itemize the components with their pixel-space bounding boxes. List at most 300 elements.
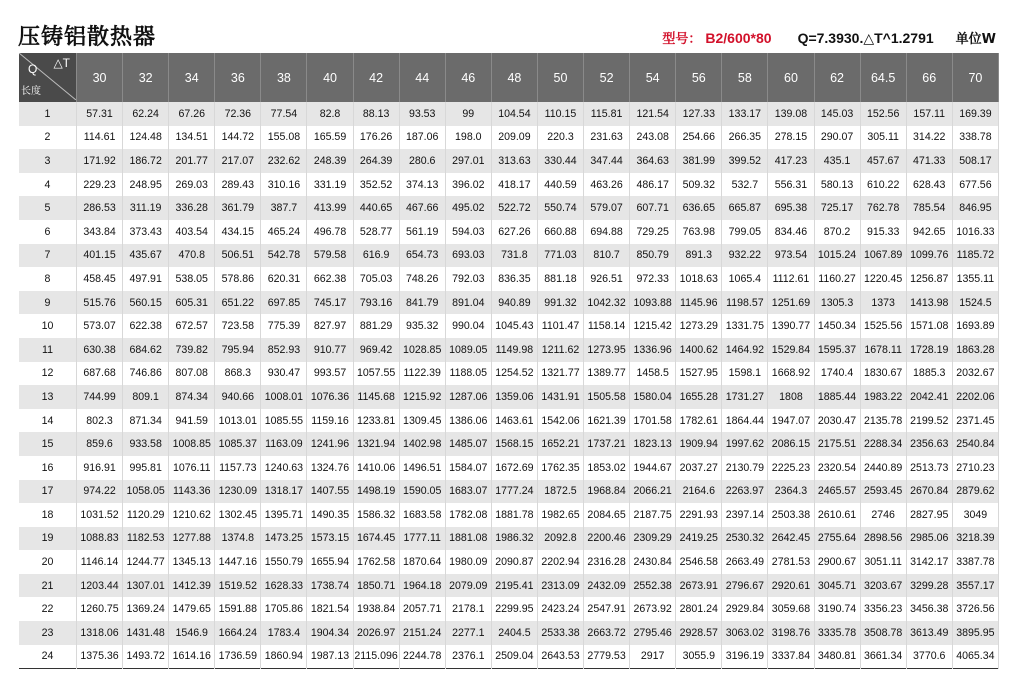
row-length-label: 1 xyxy=(19,102,77,126)
table-cell: 2135.78 xyxy=(860,409,906,433)
table-cell: 1738.74 xyxy=(307,574,353,598)
table-cell: 1885.44 xyxy=(814,385,860,409)
table-cell: 374.13 xyxy=(399,173,445,197)
table-cell: 697.85 xyxy=(261,291,307,315)
table-cell: 2610.61 xyxy=(814,503,860,527)
table-cell: 654.73 xyxy=(399,244,445,268)
table-cell: 286.53 xyxy=(77,196,123,220)
table-body xyxy=(19,102,999,669)
table-cell: 1614.16 xyxy=(169,645,215,669)
table-cell: 229.23 xyxy=(77,173,123,197)
table-cell: 1101.47 xyxy=(537,314,583,338)
table-cell: 1493.72 xyxy=(123,645,169,669)
table-cell: 2663.49 xyxy=(722,550,768,574)
table-cell: 1400.62 xyxy=(676,338,722,362)
table-cell: 1251.69 xyxy=(768,291,814,315)
table-cell: 1374.8 xyxy=(215,527,261,551)
column-header: 50 xyxy=(537,53,583,102)
table-cell: 134.51 xyxy=(169,126,215,150)
table-row xyxy=(19,503,999,527)
table-cell: 231.63 xyxy=(584,126,630,150)
table-cell: 1345.13 xyxy=(169,550,215,574)
table-cell: 610.22 xyxy=(860,173,906,197)
table-cell: 1524.5 xyxy=(952,291,998,315)
table-cell: 1980.09 xyxy=(445,550,491,574)
table-cell: 1580.04 xyxy=(630,385,676,409)
table-cell: 1473.25 xyxy=(261,527,307,551)
table-cell: 1355.11 xyxy=(952,267,998,291)
table-cell: 1870.64 xyxy=(399,550,445,574)
table-row xyxy=(19,291,999,315)
table-cell: 1088.83 xyxy=(77,527,123,551)
table-cell: 1240.63 xyxy=(261,456,307,480)
table-cell: 198.0 xyxy=(445,126,491,150)
table-cell: 3190.74 xyxy=(814,597,860,621)
table-cell: 834.46 xyxy=(768,220,814,244)
table-cell: 1336.96 xyxy=(630,338,676,362)
table-cell: 578.86 xyxy=(215,267,261,291)
table-cell: 827.97 xyxy=(307,314,353,338)
table-cell: 2432.09 xyxy=(584,574,630,598)
table-cell: 807.08 xyxy=(169,362,215,386)
table-cell: 508.17 xyxy=(952,149,998,173)
table-cell: 471.33 xyxy=(906,149,952,173)
table-cell: 176.26 xyxy=(353,126,399,150)
table-cell: 1987.13 xyxy=(307,645,353,669)
table-cell: 868.3 xyxy=(215,362,261,386)
table-cell: 1318.06 xyxy=(77,621,123,645)
table-cell: 942.65 xyxy=(906,220,952,244)
table-cell: 1672.69 xyxy=(491,456,537,480)
table-cell: 1065.4 xyxy=(722,267,768,291)
model-label: 型号： xyxy=(662,32,702,47)
row-length-label: 17 xyxy=(19,480,77,504)
table-cell: 1016.33 xyxy=(952,220,998,244)
table-cell: 1777.24 xyxy=(491,480,537,504)
table-cell: 1145.96 xyxy=(676,291,722,315)
table-cell: 1584.07 xyxy=(445,456,491,480)
table-row xyxy=(19,385,999,409)
table-cell: 1655.94 xyxy=(307,550,353,574)
table-row xyxy=(19,220,999,244)
column-header: 30 xyxy=(77,53,123,102)
table-cell: 3049 xyxy=(952,503,998,527)
table-cell: 1203.44 xyxy=(77,574,123,598)
table-cell: 336.28 xyxy=(169,196,215,220)
table-cell: 1628.33 xyxy=(261,574,307,598)
row-length-label: 20 xyxy=(19,550,77,574)
table-cell: 381.99 xyxy=(676,149,722,173)
table-cell: 1149.98 xyxy=(491,338,537,362)
table-cell: 775.39 xyxy=(261,314,307,338)
table-cell: 1182.53 xyxy=(123,527,169,551)
column-header: 32 xyxy=(123,53,169,102)
table-cell: 874.34 xyxy=(169,385,215,409)
table-cell: 2985.06 xyxy=(906,527,952,551)
table-cell: 1067.89 xyxy=(860,244,906,268)
table-cell: 1737.21 xyxy=(584,432,630,456)
table-row xyxy=(19,196,999,220)
spec-line xyxy=(662,28,996,47)
table-cell: 1359.06 xyxy=(491,385,537,409)
table-cell: 841.79 xyxy=(399,291,445,315)
table-cell: 870.2 xyxy=(814,220,860,244)
table-cell: 440.59 xyxy=(537,173,583,197)
table-cell: 1185.72 xyxy=(952,244,998,268)
table-cell: 1731.27 xyxy=(722,385,768,409)
table-cell: 169.39 xyxy=(952,102,998,126)
row-length-label: 16 xyxy=(19,456,77,480)
table-cell: 607.71 xyxy=(630,196,676,220)
table-cell: 310.16 xyxy=(261,173,307,197)
table-cell: 1674.45 xyxy=(353,527,399,551)
table-cell: 3356.23 xyxy=(860,597,906,621)
table-cell: 264.39 xyxy=(353,149,399,173)
column-header: 38 xyxy=(261,53,307,102)
table-cell: 1160.27 xyxy=(814,267,860,291)
table-cell: 3055.9 xyxy=(676,645,722,669)
table-cell: 1598.1 xyxy=(722,362,768,386)
table-cell: 497.91 xyxy=(123,267,169,291)
table-cell: 871.34 xyxy=(123,409,169,433)
table-cell: 1220.45 xyxy=(860,267,906,291)
table-cell: 2540.84 xyxy=(952,432,998,456)
table-cell: 3045.71 xyxy=(814,574,860,598)
table-cell: 2920.61 xyxy=(768,574,814,598)
table-cell: 364.63 xyxy=(630,149,676,173)
table-cell: 693.03 xyxy=(445,244,491,268)
table-cell: 1736.59 xyxy=(215,645,261,669)
table-cell: 941.59 xyxy=(169,409,215,433)
table-cell: 2079.09 xyxy=(445,574,491,598)
table-cell: 1527.95 xyxy=(676,362,722,386)
table-row xyxy=(19,126,999,150)
table-cell: 2313.09 xyxy=(537,574,583,598)
table-cell: 361.79 xyxy=(215,196,261,220)
table-cell: 1860.94 xyxy=(261,645,307,669)
row-length-label: 11 xyxy=(19,338,77,362)
table-cell: 802.3 xyxy=(77,409,123,433)
table-cell: 1375.36 xyxy=(77,645,123,669)
table-cell: 2710.23 xyxy=(952,456,998,480)
table-cell: 1573.15 xyxy=(307,527,353,551)
table-cell: 3198.76 xyxy=(768,621,814,645)
table-cell: 93.53 xyxy=(399,102,445,126)
table-cell: 248.95 xyxy=(123,173,169,197)
table-cell: 1881.78 xyxy=(491,503,537,527)
table-cell: 1938.84 xyxy=(353,597,399,621)
table-cell: 3387.78 xyxy=(952,550,998,574)
header-row xyxy=(19,53,999,102)
table-cell: 684.62 xyxy=(123,338,169,362)
table-cell: 1302.45 xyxy=(215,503,261,527)
table-cell: 1519.52 xyxy=(215,574,261,598)
table-cell: 2779.53 xyxy=(584,645,630,669)
table-cell: 1013.01 xyxy=(215,409,261,433)
table-cell: 1402.98 xyxy=(399,432,445,456)
model-value: B2/600*80 xyxy=(705,30,772,46)
table-cell: 573.07 xyxy=(77,314,123,338)
table-cell: 2187.75 xyxy=(630,503,676,527)
table-cell: 1591.88 xyxy=(215,597,261,621)
table-cell: 2225.23 xyxy=(768,456,814,480)
table-cell: 1287.06 xyxy=(445,385,491,409)
table-cell: 2593.45 xyxy=(860,480,906,504)
table-cell: 2057.71 xyxy=(399,597,445,621)
table-cell: 387.7 xyxy=(261,196,307,220)
table-cell: 1496.51 xyxy=(399,456,445,480)
table-cell: 434.15 xyxy=(215,220,261,244)
table-cell: 1157.73 xyxy=(215,456,261,480)
table-cell: 695.38 xyxy=(768,196,814,220)
table-cell: 1498.19 xyxy=(353,480,399,504)
table-cell: 1983.22 xyxy=(860,385,906,409)
table-cell: 2673.91 xyxy=(676,574,722,598)
column-header: 44 xyxy=(399,53,445,102)
table-cell: 995.81 xyxy=(123,456,169,480)
table-cell: 2244.78 xyxy=(399,645,445,669)
table-cell: 1705.86 xyxy=(261,597,307,621)
table-cell: 2552.38 xyxy=(630,574,676,598)
table-cell: 1479.65 xyxy=(169,597,215,621)
page-title: 压铸铝散热器 xyxy=(18,25,157,50)
table-cell: 2086.15 xyxy=(768,432,814,456)
table-cell: 785.54 xyxy=(906,196,952,220)
table-cell: 269.03 xyxy=(169,173,215,197)
table-cell: 1571.08 xyxy=(906,314,952,338)
table-cell: 1664.24 xyxy=(215,621,261,645)
unit-label: 单位W xyxy=(955,32,996,47)
table-cell: 2827.95 xyxy=(906,503,952,527)
corner-q-label: Q xyxy=(28,62,38,76)
table-cell: 1968.84 xyxy=(584,480,630,504)
table-cell: 144.72 xyxy=(215,126,261,150)
table-cell: 1863.28 xyxy=(952,338,998,362)
table-cell: 3508.78 xyxy=(860,621,906,645)
table-cell: 1273.95 xyxy=(584,338,630,362)
column-header: 58 xyxy=(722,53,768,102)
table-cell: 1256.87 xyxy=(906,267,952,291)
table-cell: 2090.87 xyxy=(491,550,537,574)
table-cell: 1683.58 xyxy=(399,503,445,527)
table-cell: 1018.63 xyxy=(676,267,722,291)
table-cell: 630.38 xyxy=(77,338,123,362)
table-cell: 3142.17 xyxy=(906,550,952,574)
table-cell: 1373 xyxy=(860,291,906,315)
column-header: 70 xyxy=(952,53,998,102)
table-cell: 2419.25 xyxy=(676,527,722,551)
table-row xyxy=(19,574,999,598)
table-cell: 2202.06 xyxy=(952,385,998,409)
table-cell: 2879.62 xyxy=(952,480,998,504)
row-length-label: 2 xyxy=(19,126,77,150)
table-cell: 1031.52 xyxy=(77,503,123,527)
table-cell: 891.04 xyxy=(445,291,491,315)
table-cell: 616.9 xyxy=(353,244,399,268)
table-cell: 121.54 xyxy=(630,102,676,126)
row-length-label: 23 xyxy=(19,621,77,645)
row-length-label: 4 xyxy=(19,173,77,197)
table-cell: 1093.88 xyxy=(630,291,676,315)
table-cell: 665.87 xyxy=(722,196,768,220)
table-cell: 1407.55 xyxy=(307,480,353,504)
table-cell: 1864.44 xyxy=(722,409,768,433)
table-cell: 795.94 xyxy=(215,338,261,362)
table-cell: 1693.89 xyxy=(952,314,998,338)
table-cell: 687.68 xyxy=(77,362,123,386)
table-cell: 373.43 xyxy=(123,220,169,244)
table-cell: 2277.1 xyxy=(445,621,491,645)
table-cell: 852.93 xyxy=(261,338,307,362)
table-cell: 509.32 xyxy=(676,173,722,197)
table-cell: 836.35 xyxy=(491,267,537,291)
table-cell: 1431.91 xyxy=(537,385,583,409)
table-cell: 2364.3 xyxy=(768,480,814,504)
table-cell: 2746 xyxy=(860,503,906,527)
table-cell: 2643.53 xyxy=(537,645,583,669)
table-row xyxy=(19,645,999,669)
table-cell: 3059.68 xyxy=(768,597,814,621)
row-length-label: 24 xyxy=(19,645,77,669)
table-cell: 705.03 xyxy=(353,267,399,291)
table-cell: 2092.8 xyxy=(537,527,583,551)
table-cell: 2299.95 xyxy=(491,597,537,621)
table-cell: 1158.14 xyxy=(584,314,630,338)
table-cell: 2513.73 xyxy=(906,456,952,480)
table-cell: 2151.24 xyxy=(399,621,445,645)
row-length-label: 7 xyxy=(19,244,77,268)
table-cell: 1085.37 xyxy=(215,432,261,456)
table-cell: 127.33 xyxy=(676,102,722,126)
table-cell: 762.78 xyxy=(860,196,906,220)
row-length-label: 8 xyxy=(19,267,77,291)
table-cell: 1241.96 xyxy=(307,432,353,456)
table-row xyxy=(19,102,999,126)
table-cell: 2356.63 xyxy=(906,432,952,456)
table-cell: 331.19 xyxy=(307,173,353,197)
corner-length-label: 长度 xyxy=(21,86,41,97)
table-cell: 2066.21 xyxy=(630,480,676,504)
table-cell: 881.18 xyxy=(537,267,583,291)
column-header: 40 xyxy=(307,53,353,102)
table-cell: 1324.76 xyxy=(307,456,353,480)
table-cell: 467.66 xyxy=(399,196,445,220)
table-cell: 115.81 xyxy=(584,102,630,126)
column-header: 64.5 xyxy=(860,53,906,102)
table-cell: 2801.24 xyxy=(676,597,722,621)
table-row xyxy=(19,432,999,456)
table-cell: 186.72 xyxy=(123,149,169,173)
table-cell: 1057.55 xyxy=(353,362,399,386)
heat-formula: Q=7.3930.△T^1.2791 xyxy=(797,30,934,46)
table-cell: 72.36 xyxy=(215,102,261,126)
table-cell: 940.66 xyxy=(215,385,261,409)
table-cell: 2404.5 xyxy=(491,621,537,645)
table-cell: 1464.92 xyxy=(722,338,768,362)
table-cell: 110.15 xyxy=(537,102,583,126)
table-cell: 763.98 xyxy=(676,220,722,244)
table-cell: 440.65 xyxy=(353,196,399,220)
table-cell: 57.31 xyxy=(77,102,123,126)
row-length-label: 15 xyxy=(19,432,77,456)
table-cell: 748.26 xyxy=(399,267,445,291)
table-cell: 1525.56 xyxy=(860,314,906,338)
table-cell: 1490.35 xyxy=(307,503,353,527)
table-cell: 99 xyxy=(445,102,491,126)
table-cell: 463.26 xyxy=(584,173,630,197)
table-cell: 1505.58 xyxy=(584,385,630,409)
corner-delta-t-label: △T xyxy=(53,56,70,70)
table-cell: 694.88 xyxy=(584,220,630,244)
table-cell: 1042.32 xyxy=(584,291,630,315)
table-cell: 3335.78 xyxy=(814,621,860,645)
table-cell: 152.56 xyxy=(860,102,906,126)
table-cell: 2547.91 xyxy=(584,597,630,621)
row-length-label: 9 xyxy=(19,291,77,315)
table-cell: 792.03 xyxy=(445,267,491,291)
table-cell: 859.6 xyxy=(77,432,123,456)
table-cell: 1586.32 xyxy=(353,503,399,527)
table-cell: 620.31 xyxy=(261,267,307,291)
table-cell: 846.95 xyxy=(952,196,998,220)
table-cell: 739.82 xyxy=(169,338,215,362)
table-cell: 352.52 xyxy=(353,173,399,197)
table-cell: 1668.92 xyxy=(768,362,814,386)
table-cell: 114.61 xyxy=(77,126,123,150)
table-cell: 926.51 xyxy=(584,267,630,291)
table-cell: 338.78 xyxy=(952,126,998,150)
table-cell: 3337.84 xyxy=(768,645,814,669)
table-cell: 2200.46 xyxy=(584,527,630,551)
table-cell: 3480.81 xyxy=(814,645,860,669)
column-header: 46 xyxy=(445,53,491,102)
table-cell: 933.58 xyxy=(123,432,169,456)
table-cell: 2928.57 xyxy=(676,621,722,645)
table-cell: 470.8 xyxy=(169,244,215,268)
table-cell: 201.77 xyxy=(169,149,215,173)
table-cell: 187.06 xyxy=(399,126,445,150)
column-header: 42 xyxy=(353,53,399,102)
table-row xyxy=(19,480,999,504)
table-cell: 1947.07 xyxy=(768,409,814,433)
table-cell: 3051.11 xyxy=(860,550,906,574)
table-cell: 465.24 xyxy=(261,220,307,244)
table-cell: 1390.77 xyxy=(768,314,814,338)
table-cell: 2291.93 xyxy=(676,503,722,527)
table-cell: 891.3 xyxy=(676,244,722,268)
table-cell: 2371.45 xyxy=(952,409,998,433)
table-cell: 1550.79 xyxy=(261,550,307,574)
table-cell: 1683.07 xyxy=(445,480,491,504)
table-cell: 2397.14 xyxy=(722,503,768,527)
table-cell: 2509.04 xyxy=(491,645,537,669)
table-cell: 3218.39 xyxy=(952,527,998,551)
table-cell: 280.6 xyxy=(399,149,445,173)
table-cell: 2030.47 xyxy=(814,409,860,433)
table-cell: 1198.57 xyxy=(722,291,768,315)
table-cell: 1318.17 xyxy=(261,480,307,504)
table-cell: 677.56 xyxy=(952,173,998,197)
row-length-label: 21 xyxy=(19,574,77,598)
column-header: 48 xyxy=(491,53,537,102)
table-cell: 915.33 xyxy=(860,220,906,244)
row-length-label: 3 xyxy=(19,149,77,173)
table-cell: 1823.13 xyxy=(630,432,676,456)
table-cell: 1485.07 xyxy=(445,432,491,456)
table-cell: 810.7 xyxy=(584,244,630,268)
column-header: 54 xyxy=(630,53,676,102)
table-cell: 910.77 xyxy=(307,338,353,362)
